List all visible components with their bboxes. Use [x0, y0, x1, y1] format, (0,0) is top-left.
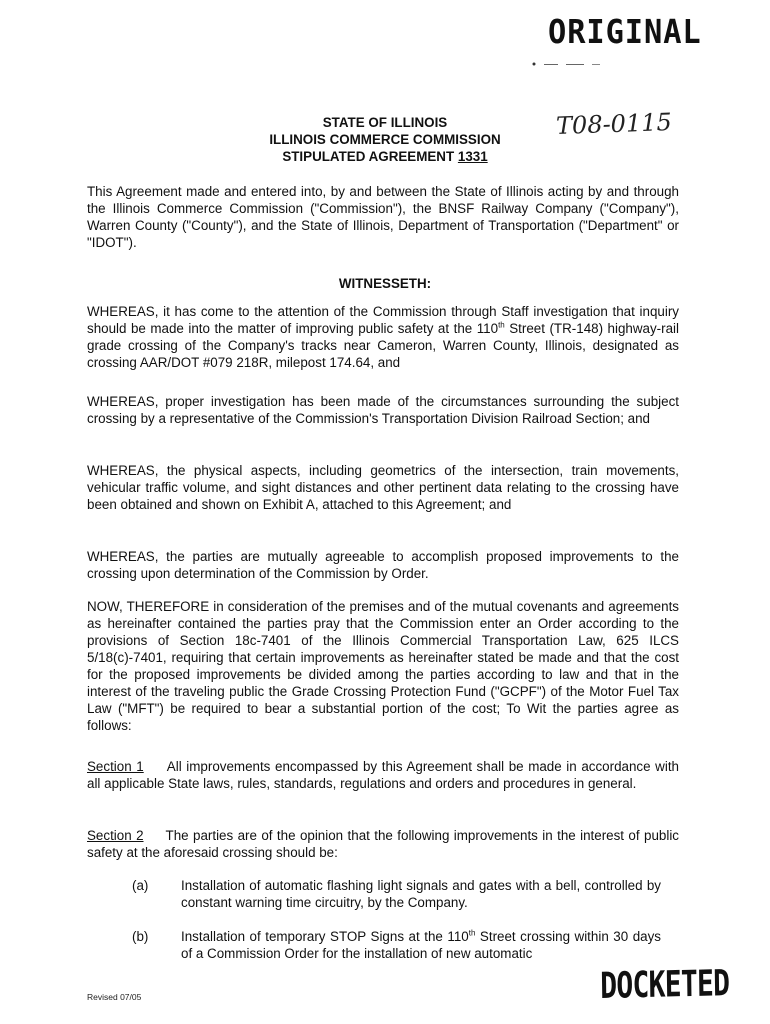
header-agreement-prefix: STIPULATED AGREEMENT — [282, 149, 458, 164]
header-state: STATE OF ILLINOIS — [322, 115, 448, 130]
handwritten-docket-number: T08-0115 — [555, 107, 673, 141]
now-therefore-paragraph: NOW, THEREFORE in consideration of the premises and of the mutual covenants and agreements as hereinafter contained the parties pray that the Commission enter an Order according to the provisions of Section 18c-7401 of the Illinois Commercial Transportation Law, 625 ILCS 5/18(c)-7401, requiring that certain improvements as hereinafter stated be made and that the cost for the proposed improvements be divided among the parties according to law and that in the interest of the traveling public the Grade Crossing Protection Fund ("GCPF") of the Motor Fuel Tax Law ("MFT") be required to bear a substantial portion of the cost; To Wit the parties agree as follows: — [87, 599, 679, 733]
witnesseth-heading: WITNESSETH: — [338, 276, 432, 291]
document-header — [240, 114, 530, 165]
section-1-label: Section 1 — [87, 759, 144, 774]
whereas-paragraph-1 — [87, 303, 679, 371]
docketed-stamp: DOCKETED — [600, 963, 730, 1007]
item-b-before: Installation of temporary STOP Signs at the 110 — [181, 929, 469, 944]
agreement-number: 1331 — [457, 149, 488, 164]
whereas-paragraph-4: WHEREAS, the parties are mutually agreeable to accomplish proposed improvements to the crossing upon determination of the Commission by Order. — [87, 549, 679, 581]
revision-footer: Revised 07/05 — [87, 992, 142, 1002]
item-b-text — [181, 928, 661, 962]
item-b-after: Street crossing within 30 days of a Commission Order for the installation of new automatic — [181, 929, 661, 961]
item-b-label: (b) — [132, 929, 149, 944]
item-a-text: Installation of automatic flashing light signals and gates with a bell, controlled by constant warning time circuitry, by the Company. — [181, 878, 661, 910]
section-1-text: All improvements encompassed by this Agreement shall be made in accordance with all applicable State laws, rules, standards, regulations and orders and procedures in general. — [87, 759, 679, 791]
whereas1-after: Street (TR-148) highway-rail grade crossing of the Company's tracks near Cameron, Warren County, Illinois, designated as crossing AAR/DOT #079 218R, milepost 174.64, and — [87, 321, 679, 370]
original-stamp: ORIGINAL — [548, 12, 702, 51]
item-b-sup: th — [468, 928, 476, 938]
item-a-label: (a) — [132, 878, 149, 893]
stamp-smudge — [530, 60, 710, 70]
section-2-paragraph — [87, 827, 679, 861]
header-commission: ILLINOIS COMMERCE COMMISSION — [269, 132, 501, 147]
section-2-text: The parties are of the opinion that the following improvements in the interest of public safety at the aforesaid crossing should be: — [87, 828, 679, 860]
section-2-label: Section 2 — [87, 828, 144, 843]
intro-paragraph: This Agreement made and entered into, by and between the State of Illinois acting by and through the Illinois Commerce Commission ("Commission"), the BNSF Railway Company ("Company"), Warren County ("County"), and the State of Illinois, Department of Transportation ("Department" or "IDOT"). — [87, 184, 679, 250]
header-agreement — [240, 148, 530, 165]
whereas1-before: WHEREAS, it has come to the attention of the Commission through Staff investigation that inquiry should be made into the matter of improving public safety at the 110 — [87, 304, 679, 336]
whereas-paragraph-2: WHEREAS, proper investigation has been made of the circumstances surrounding the subject crossing by a representative of the Commission's Transportation Division Railroad Section; and — [87, 394, 679, 426]
whereas-paragraph-3: WHEREAS, the physical aspects, including geometrics of the intersection, train movements, vehicular traffic volume, and sight distances and other pertinent data relating to the crossing have been obtained and shown on Exhibit A, attached to this Agreement; and — [87, 463, 679, 512]
section-1-paragraph — [87, 758, 679, 792]
whereas1-sup: th — [498, 320, 505, 330]
